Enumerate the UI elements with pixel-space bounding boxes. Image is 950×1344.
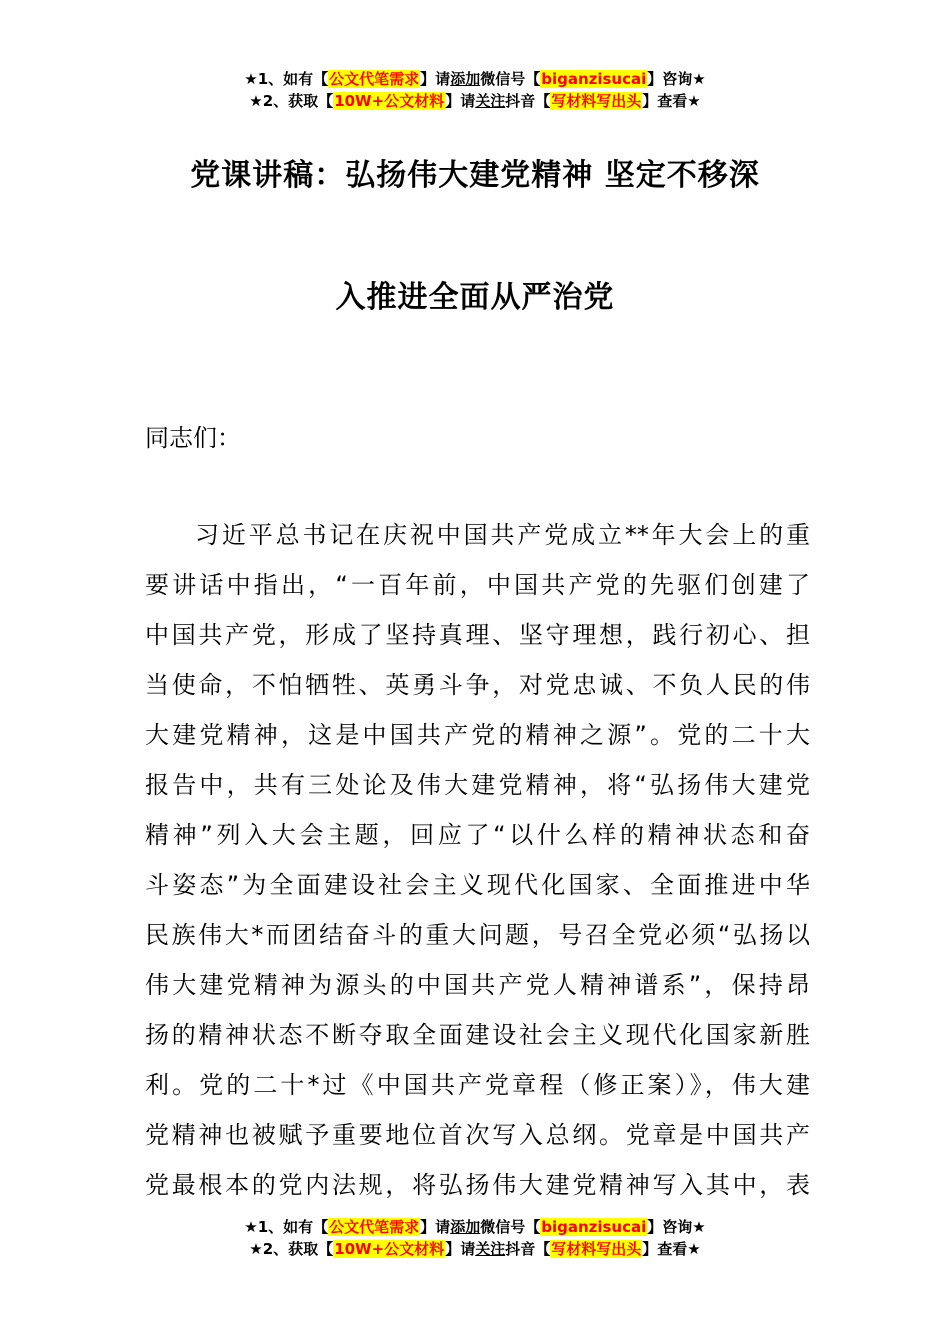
promo-text: 】请 (445, 1240, 476, 1258)
promo-line-1 (0, 68, 950, 90)
paragraph-line: 报告中，共有三处论及伟大建党精神，将“弘扬伟大建党 (145, 771, 810, 799)
paragraph-line: 利。党的二十*过《中国共产党章程（修正案）》，伟大建 (145, 1071, 810, 1099)
promo-text: 抖音【 (505, 1240, 551, 1258)
paragraph-line: 党精神也被赋予重要地位首次写入总纲。党章是中国共产 (145, 1121, 810, 1149)
paragraph-line: 党最根本的党内法规，将弘扬伟大建党精神写入其中，表 (145, 1171, 810, 1199)
promo-text: 微信号【 (480, 1218, 541, 1236)
promo-line-2 (0, 90, 950, 112)
paragraph-line: 民族伟大*而团结奋斗的重大问题，号召全党必须“弘扬以 (145, 921, 810, 949)
promo-text: ★2、获取【 (249, 92, 334, 110)
promo-text: 抖音【 (505, 92, 551, 110)
paragraph-line: 要讲话中指出，“一百年前，中国共产党的先驱们创建了 (145, 571, 810, 599)
promo-text: 】请 (420, 70, 451, 88)
promo-text: 】查看★ (642, 92, 701, 110)
promo-text: 】请 (420, 1218, 451, 1236)
promo-underlined: 关注 (475, 1240, 506, 1258)
promo-highlight: 公文代笔需求 (329, 70, 420, 88)
promo-text: 】查看★ (642, 1240, 701, 1258)
paragraph-line: 斗姿态”为全面建设社会主义现代化国家、全面推进中华 (145, 871, 810, 899)
promo-text: 】咨询★ (647, 1218, 706, 1236)
promo-text: ★2、获取【 (249, 1240, 334, 1258)
promo-line-2 (0, 1238, 950, 1260)
promo-text: 微信号【 (480, 70, 541, 88)
document-title-line-1: 党课讲稿：弘扬伟大建党精神 坚定不移深 (190, 158, 760, 193)
promo-underlined: 添加 (450, 1218, 481, 1236)
promo-highlight: 公文代笔需求 (329, 1218, 420, 1236)
body-paragraph (145, 510, 810, 1210)
paragraph-line: 大建党精神，这是中国共产党的精神之源”。党的二十大 (145, 721, 810, 749)
paragraph-line: 扬的精神状态不断夺取全面建设社会主义现代化国家新胜 (145, 1021, 810, 1049)
promo-underlined: 添加 (450, 70, 481, 88)
paragraph-line: 当使命，不怕牺牲、英勇斗争，对党忠诚、不负人民的伟 (145, 671, 810, 699)
promo-highlight: 写材料写出头 (551, 1240, 642, 1258)
promo-highlight: biganzisucai (541, 70, 647, 88)
promo-underlined: 关注 (475, 92, 506, 110)
top-promo-banner (0, 68, 950, 112)
paragraph-line: 中国共产党，形成了坚持真理、坚守理想，践行初心、担 (145, 621, 810, 649)
promo-text: 】咨询★ (647, 70, 706, 88)
promo-text: ★1、如有【 (244, 1218, 329, 1236)
paragraph-line: 伟大建党精神为源头的中国共产党人精神谱系”，保持昂 (145, 971, 810, 999)
promo-highlight: 写材料写出头 (551, 92, 642, 110)
promo-highlight: biganzisucai (541, 1218, 647, 1236)
promo-text: ★1、如有【 (244, 70, 329, 88)
bottom-promo-banner (0, 1216, 950, 1260)
promo-line-1 (0, 1216, 950, 1238)
promo-highlight: 10W+公文材料 (334, 1240, 445, 1258)
greeting: 同志们： (145, 424, 241, 452)
promo-highlight: 10W+公文材料 (334, 92, 445, 110)
promo-text: 】请 (445, 92, 476, 110)
paragraph-line: 习近平总书记在庆祝中国共产党成立**年大会上的重 (195, 521, 810, 549)
document-title-line-2: 入推进全面从严治党 (335, 280, 615, 315)
paragraph-line: 精神”列入大会主题，回应了“以什么样的精神状态和奋 (145, 821, 810, 849)
